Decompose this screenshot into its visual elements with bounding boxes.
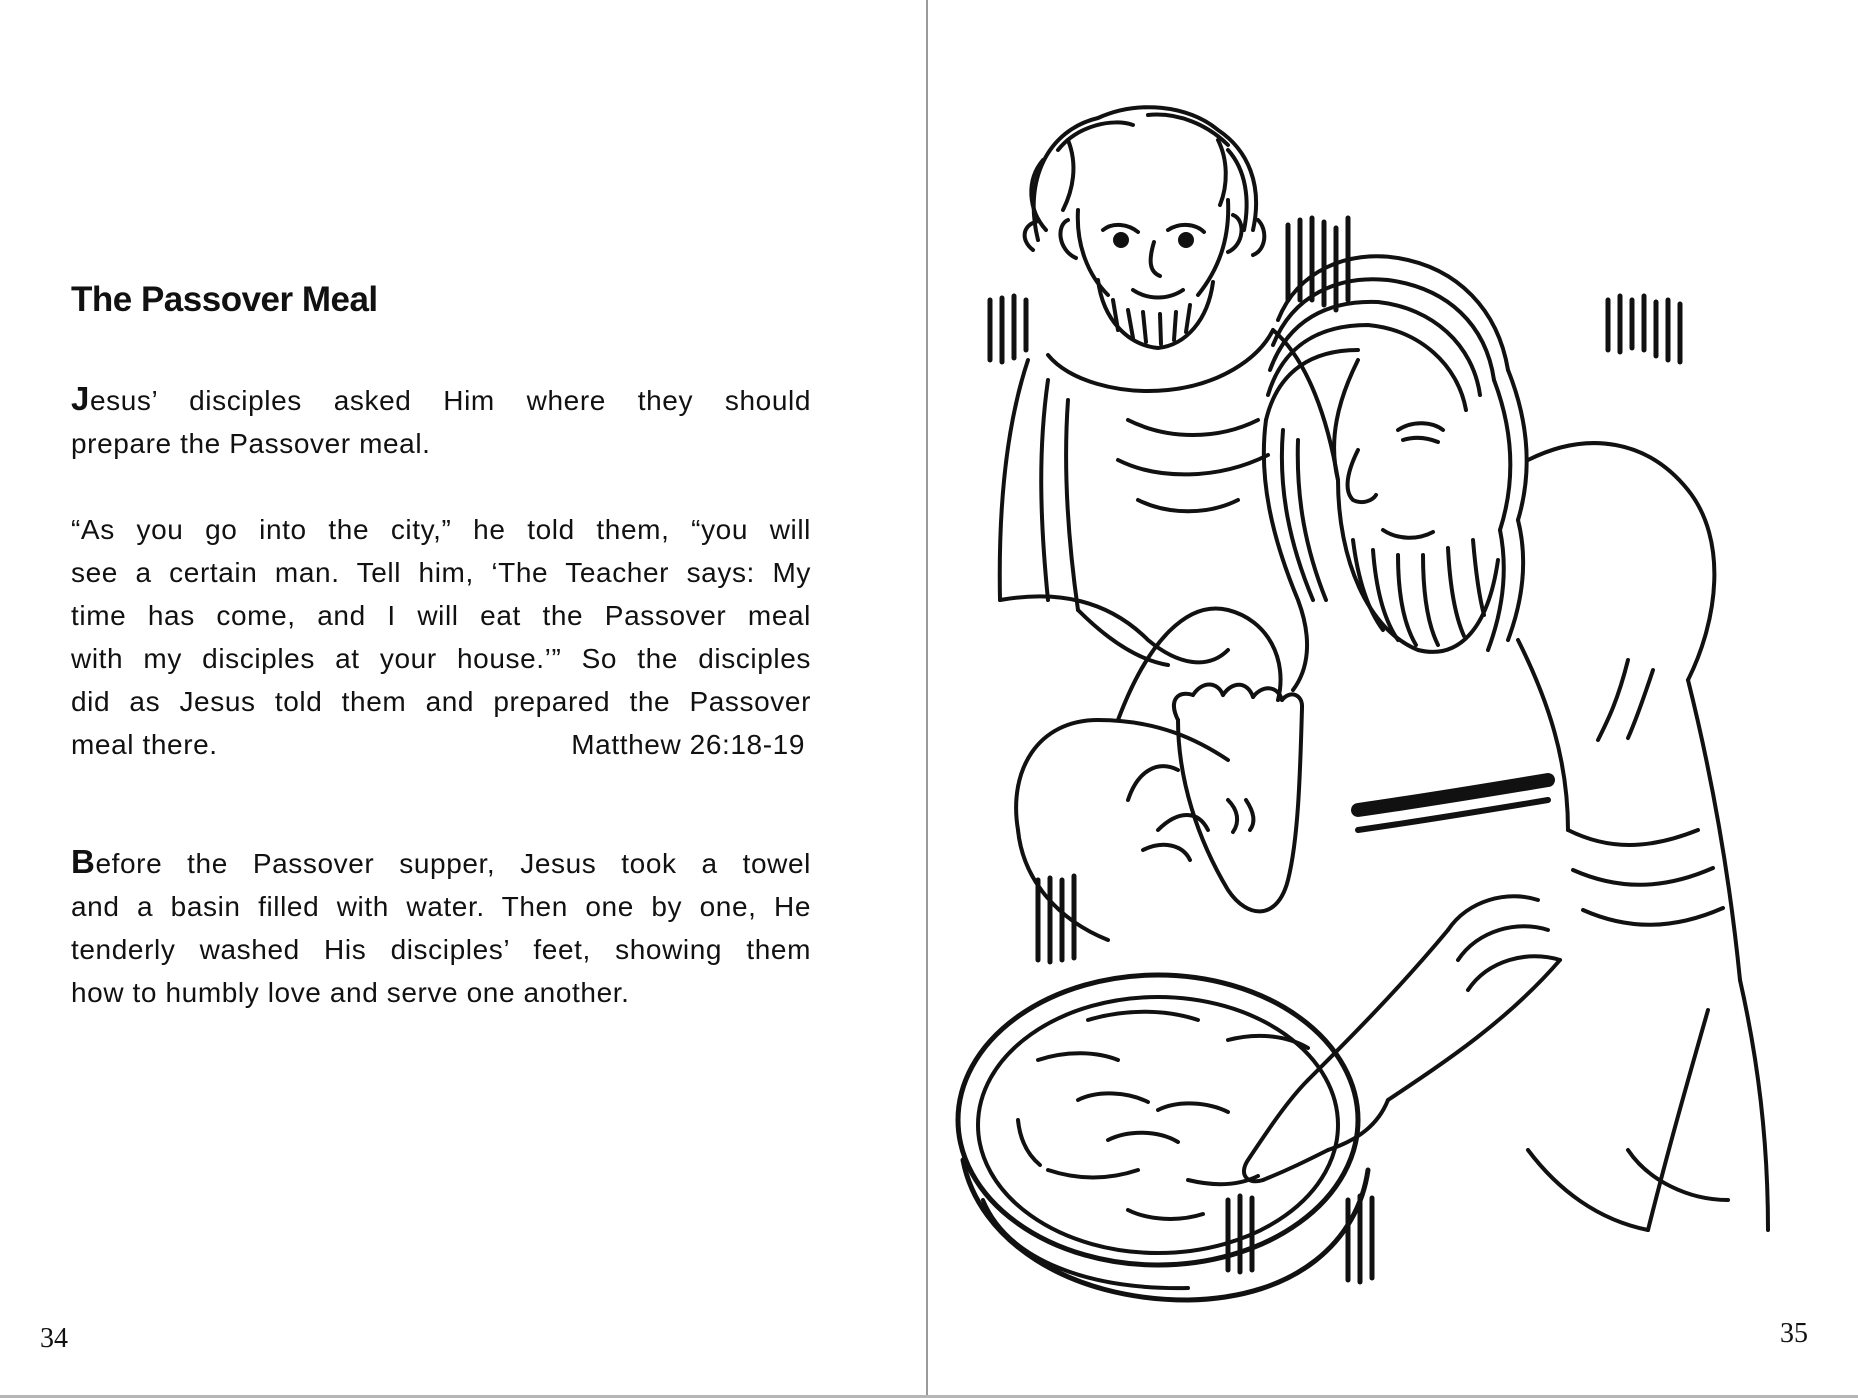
paragraph-2: [71, 508, 811, 766]
page-number-right: 35: [1780, 1318, 1808, 1349]
paragraph-3: [71, 840, 811, 1014]
paragraph-line: with my disciples at your house.’” So the disciples: [71, 643, 811, 674]
wash-basin: [958, 975, 1368, 1300]
paragraph-line: prepare the Passover meal.: [71, 428, 431, 459]
disciple-figure: [1000, 107, 1338, 665]
scripture-reference: Matthew 26:18-19: [571, 729, 805, 760]
background-hatching: [990, 218, 1680, 1282]
paragraph-line: “As you go into the city,” he told them, “you will: [71, 514, 811, 545]
paragraph-line: meal there.: [71, 729, 218, 760]
right-page: [928, 0, 1858, 1398]
drop-cap: J: [71, 380, 90, 417]
disciple-foot: [1016, 608, 1302, 940]
footwashing-illustration: [928, 0, 1858, 1398]
left-page: [0, 0, 926, 1398]
page-title: The Passover Meal: [71, 280, 378, 319]
paragraph-line: time has come, and I will eat the Passover meal: [71, 600, 811, 631]
paragraph-line: see a certain man. Tell him, ‘The Teacher says: My: [71, 557, 811, 588]
drop-cap: B: [71, 843, 96, 880]
page-number-left: 34: [40, 1323, 68, 1354]
paragraph-last-line: [71, 723, 811, 766]
paragraph-line: how to humbly love and serve one another.: [71, 977, 630, 1008]
paragraph-line: tenderly washed His disciples’ feet, showing them: [71, 934, 811, 965]
paragraph-line: and a basin filled with water. Then one by one, He: [71, 891, 811, 922]
paragraph-line: did as Jesus told them and prepared the Passover: [71, 686, 811, 717]
jesus-figure: [1244, 256, 1768, 1230]
paragraph-line: Before the Passover supper, Jesus took a towel: [71, 843, 811, 880]
paragraph-line: Jesus’ disciples asked Him where they should: [71, 380, 811, 417]
paragraph-1: [71, 377, 811, 465]
